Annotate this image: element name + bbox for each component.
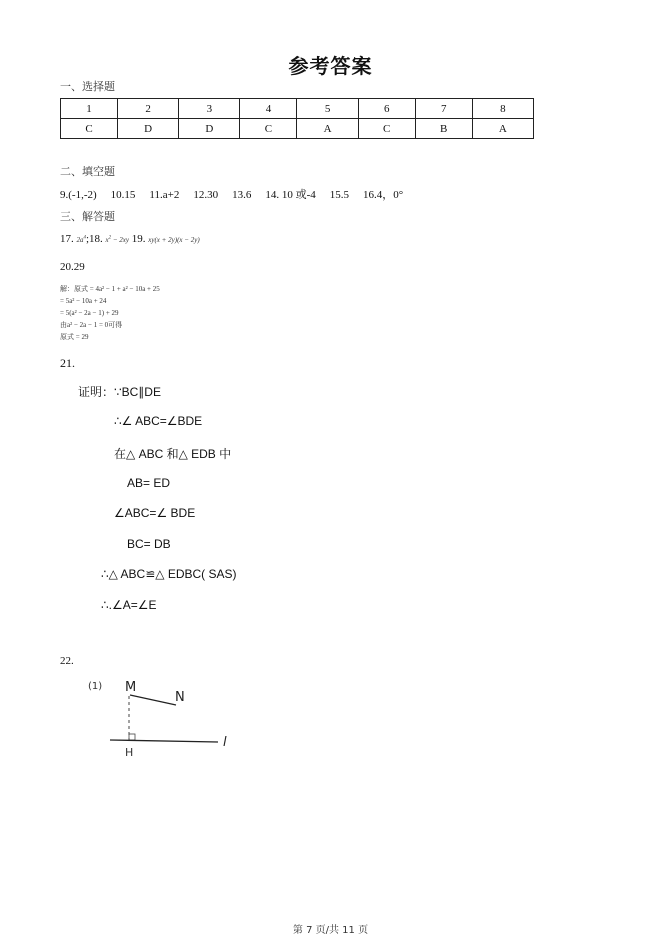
section-choice-heading: 一、选择题 [60, 80, 115, 93]
table-cell: 2 [118, 99, 179, 119]
table-cell: 3 [179, 99, 240, 119]
table-cell: B [415, 119, 472, 139]
line-l-label: l [223, 735, 227, 750]
fill-answer: 10.15 [110, 189, 136, 201]
fill-answer: 13.6 [232, 189, 252, 201]
page-title: 参考答案 [288, 54, 373, 78]
table-cell: 8 [472, 99, 533, 119]
section-solve-heading: 三、解答题 [60, 210, 115, 223]
q22-sketch [80, 672, 250, 764]
solution-line: 原式 = 29 [60, 333, 89, 341]
q20-label: 20.29 [60, 261, 85, 273]
fill-answers [60, 186, 417, 202]
line-l [110, 740, 218, 742]
table-row-answers [61, 119, 534, 139]
answer-17-19 [60, 233, 200, 245]
page-footer: 第 7 页/共 11 页 [292, 925, 369, 936]
q17-answer: $2a^4$ [76, 235, 86, 244]
part-label: (1) [88, 681, 103, 692]
section-fill-heading: 二、填空题 [60, 165, 115, 178]
choice-answer-table [60, 98, 534, 139]
proof-line: ∴△ ABC≌△ EDBC( SAS) [101, 567, 237, 581]
table-cell: 4 [240, 99, 297, 119]
q21-label: 21. [60, 356, 75, 370]
table-cell: A [297, 119, 358, 139]
table-cell: 6 [358, 99, 415, 119]
solution-line: 解：原式 = 4a² − 1 + a² − 10a + 25 [60, 285, 160, 293]
fill-answer: 14. 10 或-4 [265, 189, 316, 201]
fill-answer: 16.4，0° [363, 189, 404, 201]
fill-answer: 12.30 [193, 189, 219, 201]
table-cell: 1 [61, 99, 118, 119]
table-cell: D [179, 119, 240, 139]
q17-label: 17. [60, 233, 74, 245]
q18-answer: $x^2 - 2xy$ [105, 235, 130, 244]
fill-answer: 11.a+2 [149, 189, 180, 201]
table-row-numbers [61, 99, 534, 119]
right-angle-marker [129, 734, 135, 740]
proof-line: ∴.∠A=∠E [101, 598, 157, 612]
proof-line: ∠ABC=∠ BDE [114, 506, 196, 520]
table-cell: A [472, 119, 533, 139]
solution-line: = 5a² − 10a + 24 [60, 297, 107, 305]
proof-line: BC= DB [127, 537, 171, 551]
table-cell: C [240, 119, 297, 139]
solution-line: 由a² − 2a − 1 = 0可得 [60, 321, 123, 329]
table-cell: 7 [415, 99, 472, 119]
fill-answer: 9.(-1,-2) [60, 189, 97, 201]
table-cell: 5 [297, 99, 358, 119]
proof-line: 证明：∵BC∥DE [78, 385, 161, 399]
q18-label: ;18. [85, 233, 103, 245]
q19-label: 19. [131, 233, 146, 245]
table-cell: C [61, 119, 118, 139]
proof-line: 在△ ABC 和△ EDB 中 [114, 447, 232, 461]
fill-answer: 15.5 [329, 189, 350, 201]
table-cell: C [358, 119, 415, 139]
point-m-label: M [125, 680, 137, 695]
point-h-label: H [125, 746, 134, 759]
proof-line: ∴∠ ABC=∠BDE [114, 414, 203, 428]
solution-line: = 5(a² − 2a − 1) + 29 [60, 309, 119, 317]
table-cell: D [118, 119, 179, 139]
proof-line: AB= ED [127, 476, 171, 490]
point-n-label: N [175, 690, 185, 705]
q19-answer: xy(x + 2y)(x − 2y) [148, 236, 200, 244]
segment-mn [130, 695, 176, 705]
q22-label: 22. [60, 655, 74, 667]
q20-solution [60, 283, 160, 343]
